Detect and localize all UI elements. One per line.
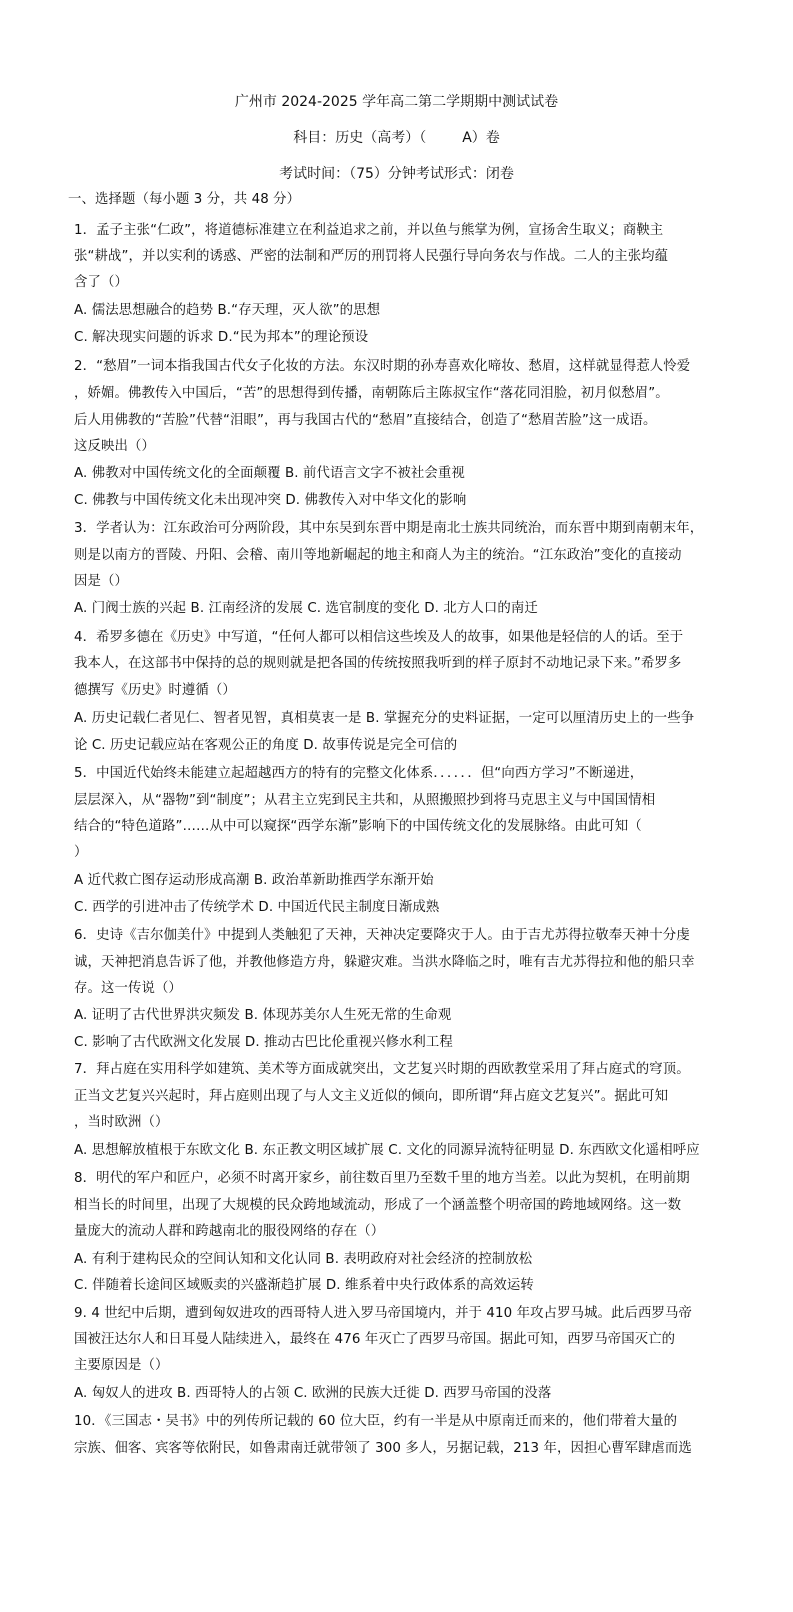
question-3-line-2: 则是以南方的晋陵、丹阳、会稽、南川等地新崛起的地主和商人为主的统治。“江东政治”变化的直接动	[74, 548, 682, 563]
question-8-line-3: 量庞大的流动人群和跨越南北的服役网络的存在（）	[74, 1224, 385, 1239]
question-1-line-1: 1．孟子主张“仁政”，将道德标准建立在利益追求之前，并以鱼与熊掌为例，宣扬舍生取义；商鞅主	[74, 223, 664, 238]
question-2-options-1: A. 佛教对中国传统文化的全面颠覆 B. 前代语言文字不被社会重视	[74, 466, 465, 481]
question-6-line-3: 存。这一传说（）	[74, 981, 182, 996]
question-5-options-2: C. 西学的引进冲击了传统学术 D. 中国近代民主制度日渐成熟	[74, 900, 440, 915]
question-1-options-1: A. 儒法思想融合的趋势 B.“存天理，灭人欲”的思想	[74, 303, 381, 318]
question-3-line-1: 3．学者认为：江东政治可分两阶段，其中东吴到东晋中期是南北士族共同统治，而东晋中期到南朝末年，	[74, 521, 704, 536]
question-3-options-1: A. 门阀士族的兴起 B. 江南经济的发展 C. 选官制度的变化 D. 北方人口的南迁	[74, 601, 538, 616]
question-4-options-2: 论 C. 历史记载应站在客观公正的角度 D. 故事传说是完全可信的	[74, 738, 458, 753]
question-7-line-3: ，当时欧洲（）	[74, 1115, 169, 1130]
question-10-line-1: 10．《三国志・吴书》中的列传所记载的 60 位大臣，约有一半是从中原南迁而来的，他们带着大量的	[74, 1414, 678, 1429]
question-2-line-2: ，娇媚。佛教传入中国后，“苦”的思想得到传播，南朝陈后主陈叔宝作“落花同泪脸，初月似愁眉”。	[74, 386, 669, 401]
question-9-line-2: 国被汪达尔人和日耳曼人陆续进入，最终在 476 年灭亡了西罗马帝国。据此可知，西罗马帝国灭亡的	[74, 1332, 676, 1347]
question-2-line-1: 2．“愁眉”一词本指我国古代女子化妆的方法。东汉时期的孙寿喜欢化啼妆、愁眉，这样就显得惹人怜爱	[74, 359, 691, 374]
question-9-line-1: 9. 4 世纪中后期，遭到匈奴进攻的西哥特人进入罗马帝国境内，并于 410 年攻占罗马城。此后西罗马帝	[74, 1306, 692, 1321]
subject-prefix: 科目：历史（高考）（	[293, 130, 427, 146]
question-8-line-2: 相当长的时间里，出现了大规模的民众跨地域流动，形成了一个涵盖整个明帝国的跨地域网络。这一数	[74, 1198, 682, 1213]
question-10-line-2: 宗族、佃客、宾客等依附民，如鲁肃南迁就带领了 300 多人，另据记载，213 年，因担心曹军肆虐而选	[74, 1441, 692, 1456]
question-4-line-3: 德撰写《历史》时遵循（）	[74, 683, 236, 698]
question-2-line-4: 这反映出（）	[74, 439, 155, 454]
question-2-line-3: 后人用佛教的“苦脸”代替“泪眼”，再与我国古代的“愁眉”直接结合，创造了“愁眉苦脸”这一成语。	[74, 413, 657, 428]
question-5-line-4: ）	[74, 845, 88, 860]
question-7-line-1: 7．拜占庭在实用科学如建筑、美术等方面成就突出，文艺复兴时期的西欧教堂采用了拜占庭式的穹顶。	[74, 1062, 690, 1077]
question-4-line-1: 4．希罗多德在《历史》中写道，“任何人都可以相信这些埃及人的故事，如果他是轻信的人的话。至于	[74, 630, 684, 645]
question-8-options-2: C. 伴随着长途间区域贩卖的兴盛渐趋扩展 D. 维系着中央行政体系的高效运转	[74, 1278, 534, 1293]
question-6-options-2: C. 影响了古代欧洲文化发展 D. 推动古巴比伦重视兴修水利工程	[74, 1035, 453, 1050]
question-1-options-2: C. 解决现实问题的诉求 D.“民为邦本”的理论预设	[74, 330, 369, 345]
question-8-options-1: A. 有利于建构民众的空间认知和文化认同 B. 表明政府对社会经济的控制放松	[74, 1252, 533, 1267]
question-6-line-1: 6．史诗《吉尔伽美什》中提到人类触犯了天神，天神决定要降灾于人。由于吉尤苏得拉敬奉天神十分虔	[74, 928, 690, 943]
question-7-options-1: A. 思想解放植根于东欧文化 B. 东正教文明区域扩展 C. 文化的同源异流特征明显 D. 东西欧文化遥相呼应	[74, 1143, 700, 1158]
section-title: 一、选择题（每小题 3 分，共 48 分）	[68, 192, 301, 207]
question-4-line-2: 我本人，在这部书中保持的总的规则就是把各国的传统按照我听到的样子原封不动地记录下来。”希罗多	[74, 656, 682, 671]
question-6-line-2: 诚，天神把消息告诉了他，并教他修造方舟，躲避灾难。当洪水降临之时，唯有吉尤苏得拉和他的船只幸	[74, 955, 695, 970]
question-2-options-2: C. 佛教与中国传统文化未出现冲突 D. 佛教传入对中华文化的影响	[74, 493, 467, 508]
question-9-options-1: A. 匈奴人的进攻 B. 西哥特人的占领 C. 欧洲的民族大迁徙 D. 西罗马帝国的没落	[74, 1386, 552, 1401]
question-9-line-3: 主要原因是（）	[74, 1358, 169, 1373]
question-1-line-3: 含了（）	[74, 275, 128, 290]
question-6-options-1: A. 证明了古代世界洪灾频发 B. 体现苏美尔人生死无常的生命观	[74, 1008, 452, 1023]
question-5-line-2: 层层深入，从“器物”到“制度”；从君主立宪到民主共和，从照搬照抄到将马克思主义与中国国情相	[74, 793, 656, 808]
question-5-options-1: A 近代救亡图存运动形成高潮 B. 政治革新助推西学东渐开始	[74, 873, 434, 888]
exam-info: 考试时间：（75）分钟考试形式：闭卷	[279, 166, 514, 182]
subject-suffix: A）卷	[462, 130, 500, 146]
question-7-line-2: 正当文艺复兴兴起时，拜占庭则出现了与人文主义近似的倾向，即所谓“拜占庭文艺复兴”。据此可知	[74, 1089, 669, 1104]
exam-title: 广州市 2024-2025 学年高二第二学期期中测试试卷	[234, 94, 559, 110]
question-4-options-1: A. 历史记载仁者见仁、智者见智，真相莫衷一是 B. 掌握充分的史料证据，一定可以厘清历史上的一些争	[74, 711, 695, 726]
question-8-line-1: 8．明代的军户和匠户，必须不时离开家乡，前往数百里乃至数千里的地方当差。以此为契机，在明前期	[74, 1171, 690, 1186]
question-5-line-1: 5．中国近代始终未能建立起超越西方的特有的完整文化体系．．．．．．但“向西方学习”不断递进，	[74, 766, 644, 781]
question-3-line-3: 因是（）	[74, 574, 128, 589]
subject-line	[0, 128, 793, 148]
question-5-line-3: 结合的“特色道路”……从中可以窥探“西学东渐”影响下的中国传统文化的发展脉络。由此可知（	[74, 819, 642, 834]
question-1-line-2: 张“耕战”，并以实利的诱惑、严密的法制和严厉的刑罚将人民强行导向务农与作战。二人的主张均蕴	[74, 249, 669, 264]
